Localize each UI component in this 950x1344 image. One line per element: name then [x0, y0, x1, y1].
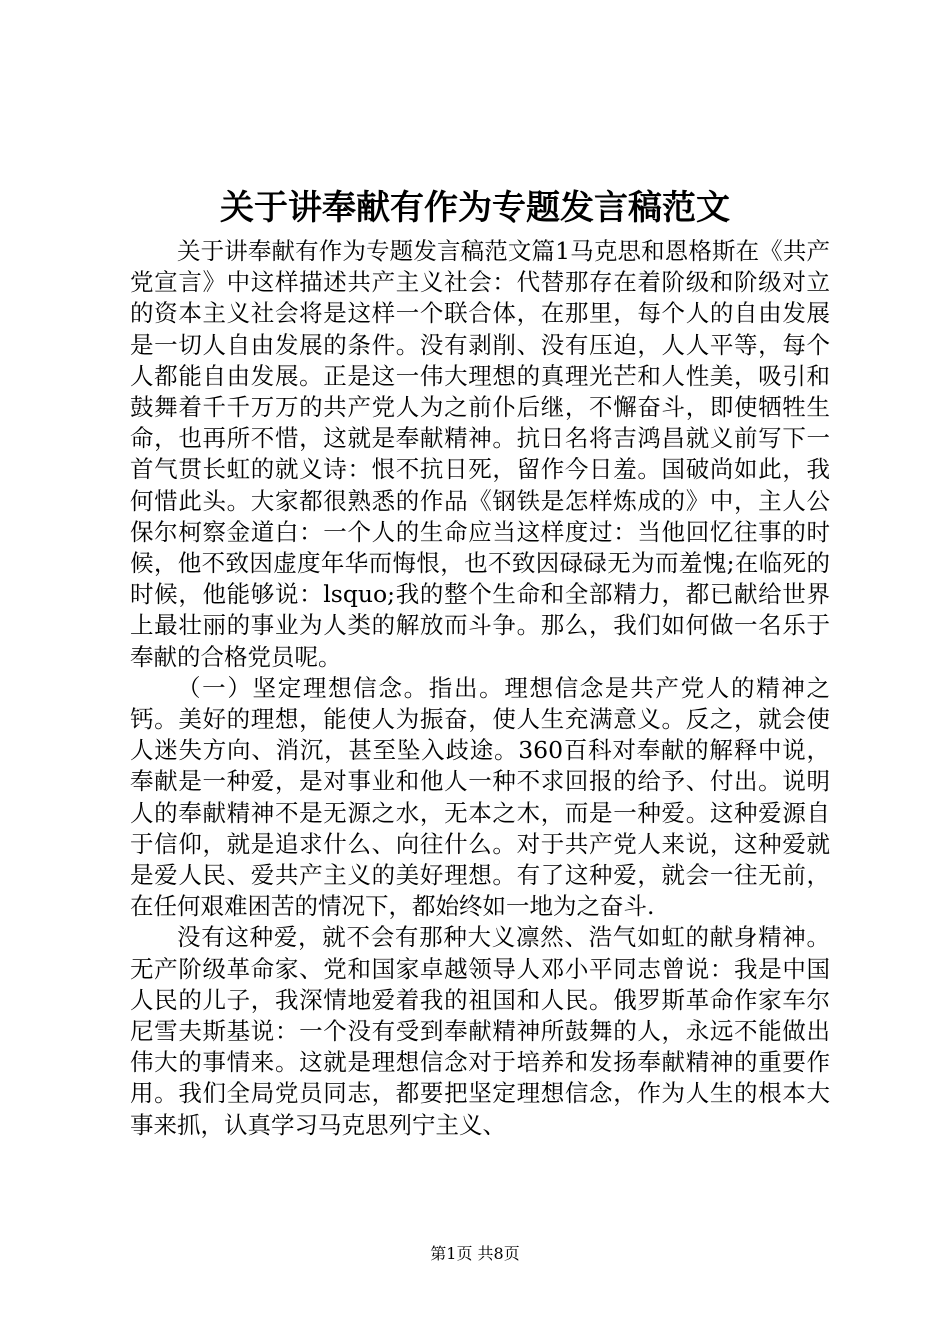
- document-body: [130, 236, 830, 1141]
- page-number-footer: 第1页 共8页: [430, 1244, 520, 1263]
- paragraph-2: （一）坚定理想信念。指出。理想信念是共产党人的精神之钙。美好的理想，能使人为振奋，使人生充满意义。反之，就会使人迷失方向、消沉，甚至坠入歧途。360百科对奉献的解释中说，奉献是一种爱，是对事业和他人一种不求回报的给予、付出。说明人的奉献精神不是无源之水，无本之木，而是一种爱。这种爱源自于信仰，就是追求什么、向往什么。对于共产党人来说，这种爱就是爱人民、爱共产主义的美好理想。有了这种爱，就会一往无前，在任何艰难困苦的情况下，都始终如一地为之奋斗.: [130, 673, 830, 921]
- paragraph-1: 关于讲奉献有作为专题发言稿范文篇1马克思和恩格斯在《共产党宣言》中这样描述共产主义社会：代替那存在着阶级和阶级对立的资本主义社会将是这样一个联合体，在那里，每个人的自由发展是一切人自由发展的条件。没有剥削、没有压迫，人人平等，每个人都能自由发展。正是这一伟大理想的真理光芒和人性美，吸引和鼓舞着千千万万的共产党人为之前仆后继，不懈奋斗，即使牺牲生命，也再所不惜，这就是奉献精神。抗日名将吉鸿昌就义前写下一首气贯长虹的就义诗：恨不抗日死，留作今日羞。国破尚如此，我何惜此头。大家都很熟悉的作品《钢铁是怎样炼成的》中，主人公保尔柯察金道白：一个人的生命应当这样度过：当他回忆往事的时候，他不致因虚度年华而悔恨，也不致因碌碌无为而羞愧;在临死的时候，他能够说：lsquo;我的整个生命和全部精力，都已献给世界上最壮丽的事业为人类的解放而斗争。那么，我们如何做一名乐于奉献的合格党员呢。: [130, 237, 830, 671]
- document-title: 关于讲奉献有作为专题发言稿范文: [220, 188, 730, 228]
- paragraph-3: 没有这种爱，就不会有那种大义凛然、浩气如虹的献身精神。无产阶级革命家、党和国家卓越领导人邓小平同志曾说：我是中国人民的儿子，我深情地爱着我的祖国和人民。俄罗斯革命作家车尔尼雪夫斯基说：一个没有受到奉献精神所鼓舞的人，永远不能做出伟大的事情来。这就是理想信念对于培养和发扬奉献精神的重要作用。我们全局党员同志，都要把坚定理想信念，作为人生的根本大事来抓，认真学习马克思列宁主义、: [130, 923, 830, 1139]
